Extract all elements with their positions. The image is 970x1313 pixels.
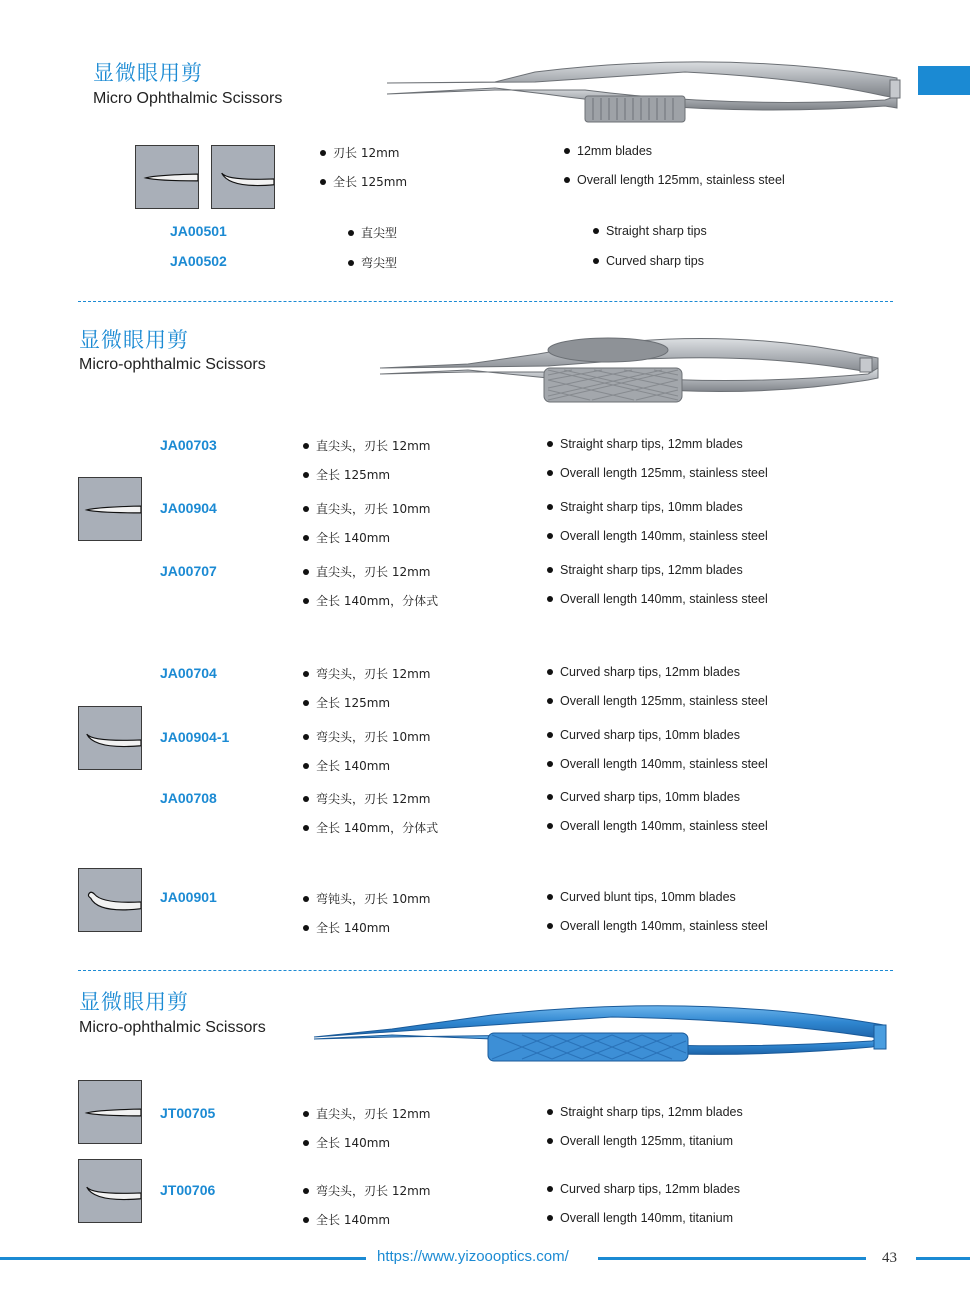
spec-cn-tip: 弯尖型 (348, 254, 397, 271)
spec-en-blade: 12mm blades (564, 144, 652, 158)
product-code: JA00502 (170, 253, 227, 269)
spec-en-blade: Curved sharp tips, 10mm blades (547, 790, 740, 804)
tip-thumbnail-blunt (78, 868, 142, 932)
spec-cn-blade: 弯尖头，刃长 12mm (303, 1182, 430, 1199)
footer-line-left (0, 1257, 366, 1260)
spec-cn-length: 全长 140mm (303, 529, 390, 546)
section1-title-en: Micro Ophthalmic Scissors (93, 90, 283, 107)
section-divider (78, 301, 893, 302)
spec-en-blade: Straight sharp tips, 12mm blades (547, 563, 743, 577)
product-code: JA00904-1 (160, 729, 230, 745)
spec-en-tip: Straight sharp tips (593, 224, 707, 238)
spec-cn-tip: 直尖型 (348, 224, 397, 241)
spec-en-blade: Straight sharp tips, 12mm blades (547, 437, 743, 451)
spec-cn-length: 全长 125mm (303, 466, 390, 483)
spec-cn-length: 全长 140mm (303, 1211, 390, 1228)
spec-en-tip: Curved sharp tips (593, 254, 704, 268)
product-code: JA00501 (170, 223, 227, 239)
scissors-image-steel-1 (385, 50, 905, 130)
footer-line-middle (598, 1257, 866, 1260)
spec-cn-length: 全长 140mm，分体式 (303, 592, 438, 609)
spec-en-length: Overall length 140mm, stainless steel (547, 919, 768, 933)
tip-thumbnail-straight (78, 477, 142, 541)
product-code: JA00708 (160, 790, 217, 806)
spec-en-length: Overall length 140mm, stainless steel (547, 819, 768, 833)
spec-cn-blade: 直尖头，刃长 12mm (303, 437, 430, 454)
spec-en-length: Overall length 140mm, stainless steel (547, 529, 768, 543)
section3-title-cn: 显微眼用剪 (79, 990, 189, 1014)
spec-cn-length: 全长 140mm (303, 757, 390, 774)
website-link[interactable]: https://www.yizooopt﻿ics.com/ (377, 1248, 569, 1265)
product-code: JA00703 (160, 437, 217, 453)
product-code: JT00706 (160, 1182, 216, 1198)
spec-cn-length: 全长 140mm，分体式 (303, 819, 438, 836)
spec-cn-blade: 弯尖头，刃长 12mm (303, 665, 430, 682)
product-code: JA00704 (160, 665, 217, 681)
tip-thumbnail-straight (135, 145, 199, 209)
spec-cn-blade: 刃长 12mm (320, 144, 399, 161)
spec-en-length: Overall length 140mm, stainless steel (547, 592, 768, 606)
spec-en-blade: Straight sharp tips, 12mm blades (547, 1105, 743, 1119)
product-code: JA00904 (160, 500, 217, 516)
product-code: JT00705 (160, 1105, 216, 1121)
spec-en-blade: Curved blunt tips, 10mm blades (547, 890, 736, 904)
spec-en-length: Overall length 125mm, titanium (547, 1134, 733, 1148)
scissors-image-titanium (312, 993, 892, 1065)
tip-thumbnail-straight (78, 1080, 142, 1144)
tip-thumbnail-curved (78, 1159, 142, 1223)
section-tab-marker (918, 66, 970, 95)
section2-title-en: Micro-ophthalmic Scissors (79, 356, 266, 373)
spec-cn-blade: 直尖头，刃长 12mm (303, 1105, 430, 1122)
section1-title-cn: 显微眼用剪 (93, 61, 203, 85)
tip-thumbnail-curved (211, 145, 275, 209)
spec-en-length: Overall length 125mm, stainless steel (564, 173, 785, 187)
scissors-image-steel-2 (378, 322, 888, 414)
spec-en-length: Overall length 125mm, stainless steel (547, 466, 768, 480)
spec-en-length: Overall length 140mm, titanium (547, 1211, 733, 1225)
section2-title-cn: 显微眼用剪 (79, 328, 189, 352)
spec-cn-blade: 弯尖头，刃长 10mm (303, 728, 430, 745)
spec-en-length: Overall length 125mm, stainless steel (547, 694, 768, 708)
section3-title-en: Micro-ophthalmic Scissors (79, 1019, 266, 1036)
footer-line-right (916, 1257, 970, 1260)
spec-cn-length: 全长 125mm (303, 694, 390, 711)
spec-cn-length: 全长 140mm (303, 1134, 390, 1151)
spec-en-blade: Curved sharp tips, 12mm blades (547, 1182, 740, 1196)
page-number: 43 (882, 1250, 897, 1266)
spec-cn-length: 全长 125mm (320, 173, 407, 190)
tip-thumbnail-curved (78, 706, 142, 770)
spec-en-length: Overall length 140mm, stainless steel (547, 757, 768, 771)
spec-en-blade: Curved sharp tips, 12mm blades (547, 665, 740, 679)
spec-en-blade: Curved sharp tips, 10mm blades (547, 728, 740, 742)
spec-en-blade: Straight sharp tips, 10mm blades (547, 500, 743, 514)
spec-cn-blade: 直尖头，刃长 12mm (303, 563, 430, 580)
spec-cn-blade: 弯钝头，刃长 10mm (303, 890, 430, 907)
spec-cn-blade: 弯尖头，刃长 12mm (303, 790, 430, 807)
spec-cn-blade: 直尖头，刃长 10mm (303, 500, 430, 517)
spec-cn-length: 全长 140mm (303, 919, 390, 936)
product-code: JA00901 (160, 889, 217, 905)
product-code: JA00707 (160, 563, 217, 579)
section-divider (78, 970, 893, 971)
